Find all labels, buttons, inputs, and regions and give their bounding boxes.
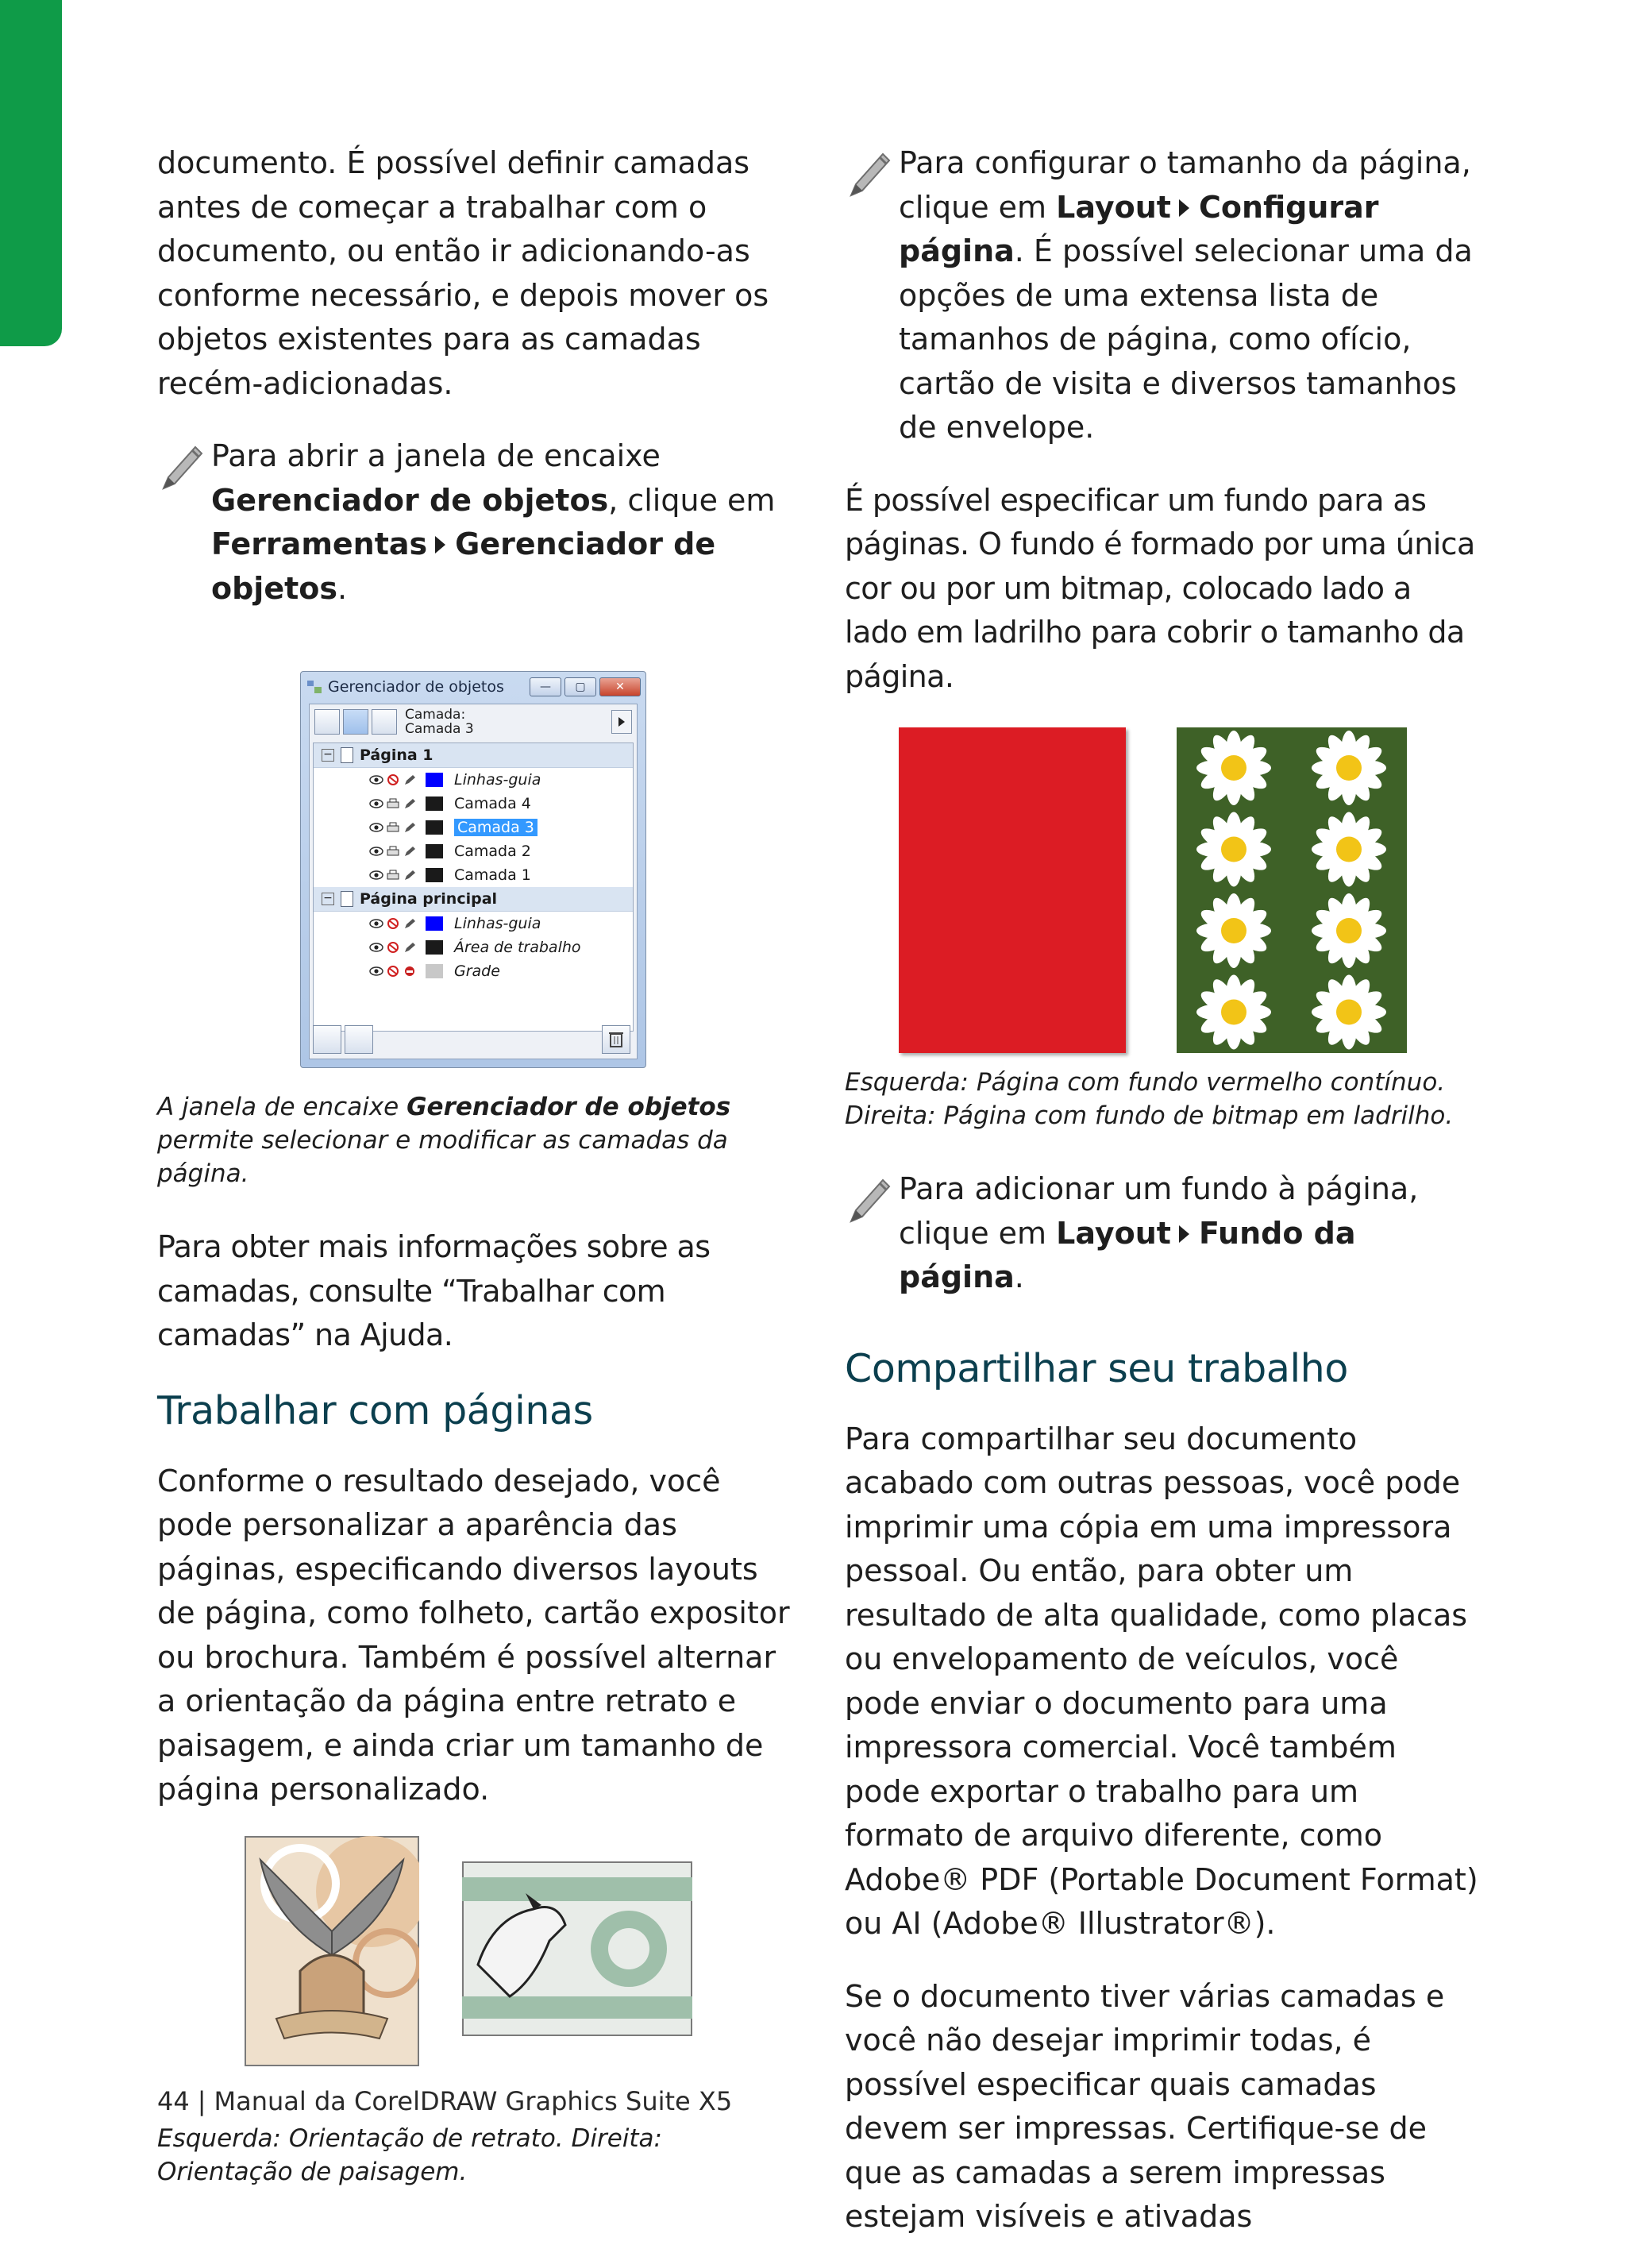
- layer-toggle-icons: [369, 822, 419, 833]
- background-paragraph: É possível especificar um fundo para as páginas. O fundo é formado por uma única cor ou por um bitmap, colocado lado a lado em ladrilho para cobrir o tamanho da página.: [845, 482, 1475, 694]
- eye-icon[interactable]: [369, 822, 383, 833]
- layer-row[interactable]: [314, 768, 633, 792]
- eye-icon[interactable]: [369, 798, 383, 809]
- layer-color-swatch[interactable]: [426, 940, 443, 955]
- layer-row[interactable]: [314, 863, 633, 887]
- pencil-edit-icon[interactable]: [403, 822, 417, 833]
- daisy-tile: [1292, 809, 1407, 891]
- footer-separator: |: [197, 2086, 206, 2116]
- layer-tree: [313, 742, 634, 1032]
- page-footer: [157, 2084, 732, 2119]
- layer-color-swatch[interactable]: [426, 844, 443, 858]
- master-layer-list: [314, 912, 633, 983]
- no-print-icon[interactable]: [386, 774, 400, 785]
- layer-name: Linhas-guia: [454, 771, 541, 789]
- object-manager-caption: [157, 1090, 792, 1190]
- edit-across-layers-button[interactable]: [343, 709, 368, 735]
- intro-paragraph: documento. É possível definir camadas antes de começar a trabalhar com o documento, ou então ir adicionando-as conforme necessário, e depois mover os objetos existentes para as camadas recém-adicionadas.: [157, 145, 769, 401]
- caption1-bold: Gerenciador de objetos: [406, 1093, 731, 1121]
- daisy-tile: [1177, 890, 1292, 972]
- tiled-bitmap-page-image: [1177, 727, 1407, 1053]
- layer-name: Grade: [454, 962, 500, 980]
- layer-color-swatch[interactable]: [426, 868, 443, 882]
- pencil-edit-icon[interactable]: [403, 798, 417, 809]
- layer-color-swatch[interactable]: [426, 796, 443, 811]
- left-column: [157, 141, 792, 2224]
- docker-titlebar: [301, 672, 645, 702]
- pencil-edit-icon[interactable]: [403, 846, 417, 857]
- flyout-menu-button[interactable]: [611, 710, 632, 734]
- layer-color-swatch[interactable]: [426, 964, 443, 978]
- tip2-bold-a: Layout: [1056, 189, 1171, 225]
- eye-icon[interactable]: [369, 918, 383, 929]
- daisy-tile: [1292, 727, 1407, 809]
- menu-arrow-icon: [1179, 199, 1189, 217]
- close-button[interactable]: ✕: [599, 677, 641, 696]
- new-layer-button[interactable]: [313, 1025, 341, 1054]
- tip-page-background: [845, 1167, 1480, 1300]
- eye-icon[interactable]: [369, 966, 383, 977]
- current-layer-value: Camada 3: [405, 721, 474, 737]
- page-node[interactable]: [314, 743, 633, 768]
- menu-arrow-icon: [1179, 1225, 1189, 1243]
- pages-paragraph: Conforme o resultado desejado, você pode personalizar a aparência das páginas, especificando diversos layouts de página, como folheto, cartão expositor ou brochura. Também é possível alternar a orientação da página entre retrato e paisagem, e ainda criar um tamanho de página personalizado.: [157, 1463, 790, 1807]
- layer-name: Linhas-guia: [454, 915, 541, 932]
- layer-color-swatch[interactable]: [426, 773, 443, 787]
- layer-toggle-icons: [369, 774, 419, 785]
- caption3-line1: Esquerda: Página com fundo vermelho contínuo.: [845, 1068, 1446, 1097]
- layer-toggle-icons: [369, 918, 419, 929]
- pencil-edit-icon[interactable]: [403, 942, 417, 953]
- page-icon: [341, 891, 353, 907]
- tip-object-manager: [157, 434, 792, 611]
- minimize-button[interactable]: —: [530, 677, 561, 696]
- page-icon: [341, 747, 353, 763]
- solid-red-page-image: [899, 727, 1126, 1053]
- collapse-toggle[interactable]: −: [322, 749, 334, 762]
- eye-icon[interactable]: [369, 942, 383, 953]
- layer-name: Camada 3: [454, 819, 538, 836]
- docker-toolbar: [310, 704, 637, 739]
- printer-icon[interactable]: [386, 798, 400, 809]
- caption3-line2: Direita: Página com fundo de bitmap em ladrilho.: [845, 1101, 1454, 1130]
- daisy-tile: [1177, 972, 1292, 1054]
- section-heading-pages: Trabalhar com páginas: [157, 1387, 593, 1433]
- maximize-button[interactable]: ▢: [564, 677, 596, 696]
- layer-row[interactable]: [314, 959, 633, 983]
- printer-icon[interactable]: [386, 870, 400, 881]
- tip1-text-b: , clique em: [608, 482, 776, 518]
- docker-title: Gerenciador de objetos: [328, 678, 504, 696]
- orientation-illustrations: [157, 1836, 792, 2122]
- object-manager-icon: [306, 678, 323, 696]
- tip1-text-a: Para abrir a janela de encaixe: [211, 438, 661, 473]
- layer-toggle-icons: [369, 846, 419, 857]
- layer-color-swatch[interactable]: [426, 820, 443, 835]
- layer-manager-view-button[interactable]: [372, 709, 397, 735]
- lock-edit-icon[interactable]: [403, 966, 417, 977]
- landscape-page-image: [462, 1861, 692, 2036]
- right-column: [845, 141, 1480, 2268]
- caption1-text-a: A janela de encaixe: [157, 1093, 407, 1121]
- share-paragraph: Para compartilhar seu documento acabado com outras pessoas, você pode imprimir uma cópia em uma impressora pessoal. Ou então, para obter um resultado de alta qualidade, como placas ou envelopamento de veículos, você pode enviar o documento para uma impressora comercial. Você também pode exportar o trabalho para um formato de arquivo diferente, como Adobe® PDF (Portable Document Format) ou AI (Adobe® Illustrator®).: [845, 1421, 1478, 1941]
- layer-name: Camada 4: [454, 795, 531, 812]
- daisy-tile: [1292, 972, 1407, 1054]
- more-info-paragraph: Para obter mais informações sobre as camadas, consulte “Trabalhar com camadas” na Ajuda.: [157, 1229, 711, 1352]
- daisy-tile: [1177, 809, 1292, 891]
- pencil-icon: [845, 1175, 891, 1226]
- tip2-bold-b: Configurar página: [899, 189, 1379, 268]
- eye-icon[interactable]: [369, 870, 383, 881]
- object-manager-docker: [300, 671, 646, 1068]
- print-layers-paragraph: Se o documento tiver várias camadas e você não desejar imprimir todas, é possível especificar quais camadas devem ser impressas. Certifique-se de que as camadas a serem impressas estejam visíveis e ativadas: [845, 1978, 1445, 2234]
- no-print-icon[interactable]: [386, 966, 400, 977]
- layer-row[interactable]: [314, 839, 633, 863]
- current-layer-readout: [405, 708, 474, 736]
- printer-icon[interactable]: [386, 822, 400, 833]
- layer-row[interactable]: [314, 935, 633, 959]
- new-master-layer-button[interactable]: [345, 1025, 373, 1054]
- chapter-tab: [0, 0, 62, 346]
- layer-toggle-icons: [369, 870, 419, 881]
- page-number: 44: [157, 2086, 190, 2116]
- caption1-text-b: permite selecionar e modificar as camadas da página.: [157, 1126, 728, 1188]
- tip3-text-a: Para adicionar um fundo à página, clique em: [899, 1171, 1419, 1251]
- docker-bottom-bar: [313, 1024, 634, 1055]
- page1-layer-list: [314, 768, 633, 887]
- delete-icon[interactable]: [602, 1025, 630, 1054]
- tip3-text-b: .: [1014, 1259, 1024, 1294]
- master-page-node[interactable]: [314, 887, 633, 912]
- tip3-bold-a: Layout: [1056, 1215, 1171, 1251]
- layer-row[interactable]: [314, 912, 633, 935]
- pencil-edit-icon[interactable]: [403, 870, 417, 881]
- eye-icon[interactable]: [369, 774, 383, 785]
- tip-page-size: [845, 141, 1480, 450]
- tip1-text-c: .: [337, 570, 348, 606]
- layer-toggle-icons: [369, 942, 419, 953]
- portrait-page-image: [245, 1836, 419, 2066]
- daisy-tile: [1177, 727, 1292, 809]
- pencil-edit-icon[interactable]: [403, 774, 417, 785]
- layer-name: Camada 2: [454, 843, 531, 860]
- eye-icon[interactable]: [369, 846, 383, 857]
- collapse-toggle[interactable]: −: [322, 893, 334, 905]
- daisy-tile: [1292, 890, 1407, 972]
- no-print-icon[interactable]: [386, 942, 400, 953]
- background-illustrations: [845, 727, 1480, 1077]
- footer-title: Manual da CorelDRAW Graphics Suite X5: [214, 2086, 733, 2116]
- layer-name: Camada 1: [454, 866, 531, 884]
- current-layer-label: Camada:: [405, 707, 466, 723]
- pencil-icon: [157, 442, 203, 493]
- show-properties-button[interactable]: [314, 709, 340, 735]
- tip1-bold-a: Gerenciador de objetos: [211, 482, 609, 518]
- section-heading-share: Compartilhar seu trabalho: [845, 1345, 1348, 1391]
- pencil-edit-icon[interactable]: [403, 918, 417, 929]
- page-name: Página 1: [360, 746, 433, 764]
- layer-name: Área de trabalho: [454, 939, 581, 956]
- printer-icon[interactable]: [386, 846, 400, 857]
- docker-body: [309, 704, 638, 1059]
- layer-toggle-icons: [369, 966, 419, 977]
- layer-row[interactable]: [314, 792, 633, 816]
- layer-row[interactable]: [314, 816, 633, 839]
- tip2-text-a: Para configurar o tamanho da página, clique em: [899, 145, 1471, 225]
- tip3-bold-b: Fundo da página: [899, 1215, 1356, 1294]
- tip1-bold-b: Ferramentas: [211, 526, 428, 561]
- tip2-text-b: . É possível selecionar uma da opções de uma extensa lista de tamanhos de página, como ofício, cartão de visita e diversos tamanhos de envelope.: [899, 233, 1473, 445]
- no-print-icon[interactable]: [386, 918, 400, 929]
- master-page-name: Página principal: [360, 890, 498, 908]
- tip1-bold-c: Gerenciador de objetos: [211, 526, 716, 606]
- layer-color-swatch[interactable]: [426, 916, 443, 931]
- play-arrow-icon: [612, 711, 631, 733]
- pencil-icon: [845, 149, 891, 200]
- layer-toggle-icons: [369, 798, 419, 809]
- menu-arrow-icon: [435, 536, 445, 554]
- orientation-caption: Esquerda: Orientação de retrato. Direita: Orientação de paisagem.: [157, 2123, 662, 2186]
